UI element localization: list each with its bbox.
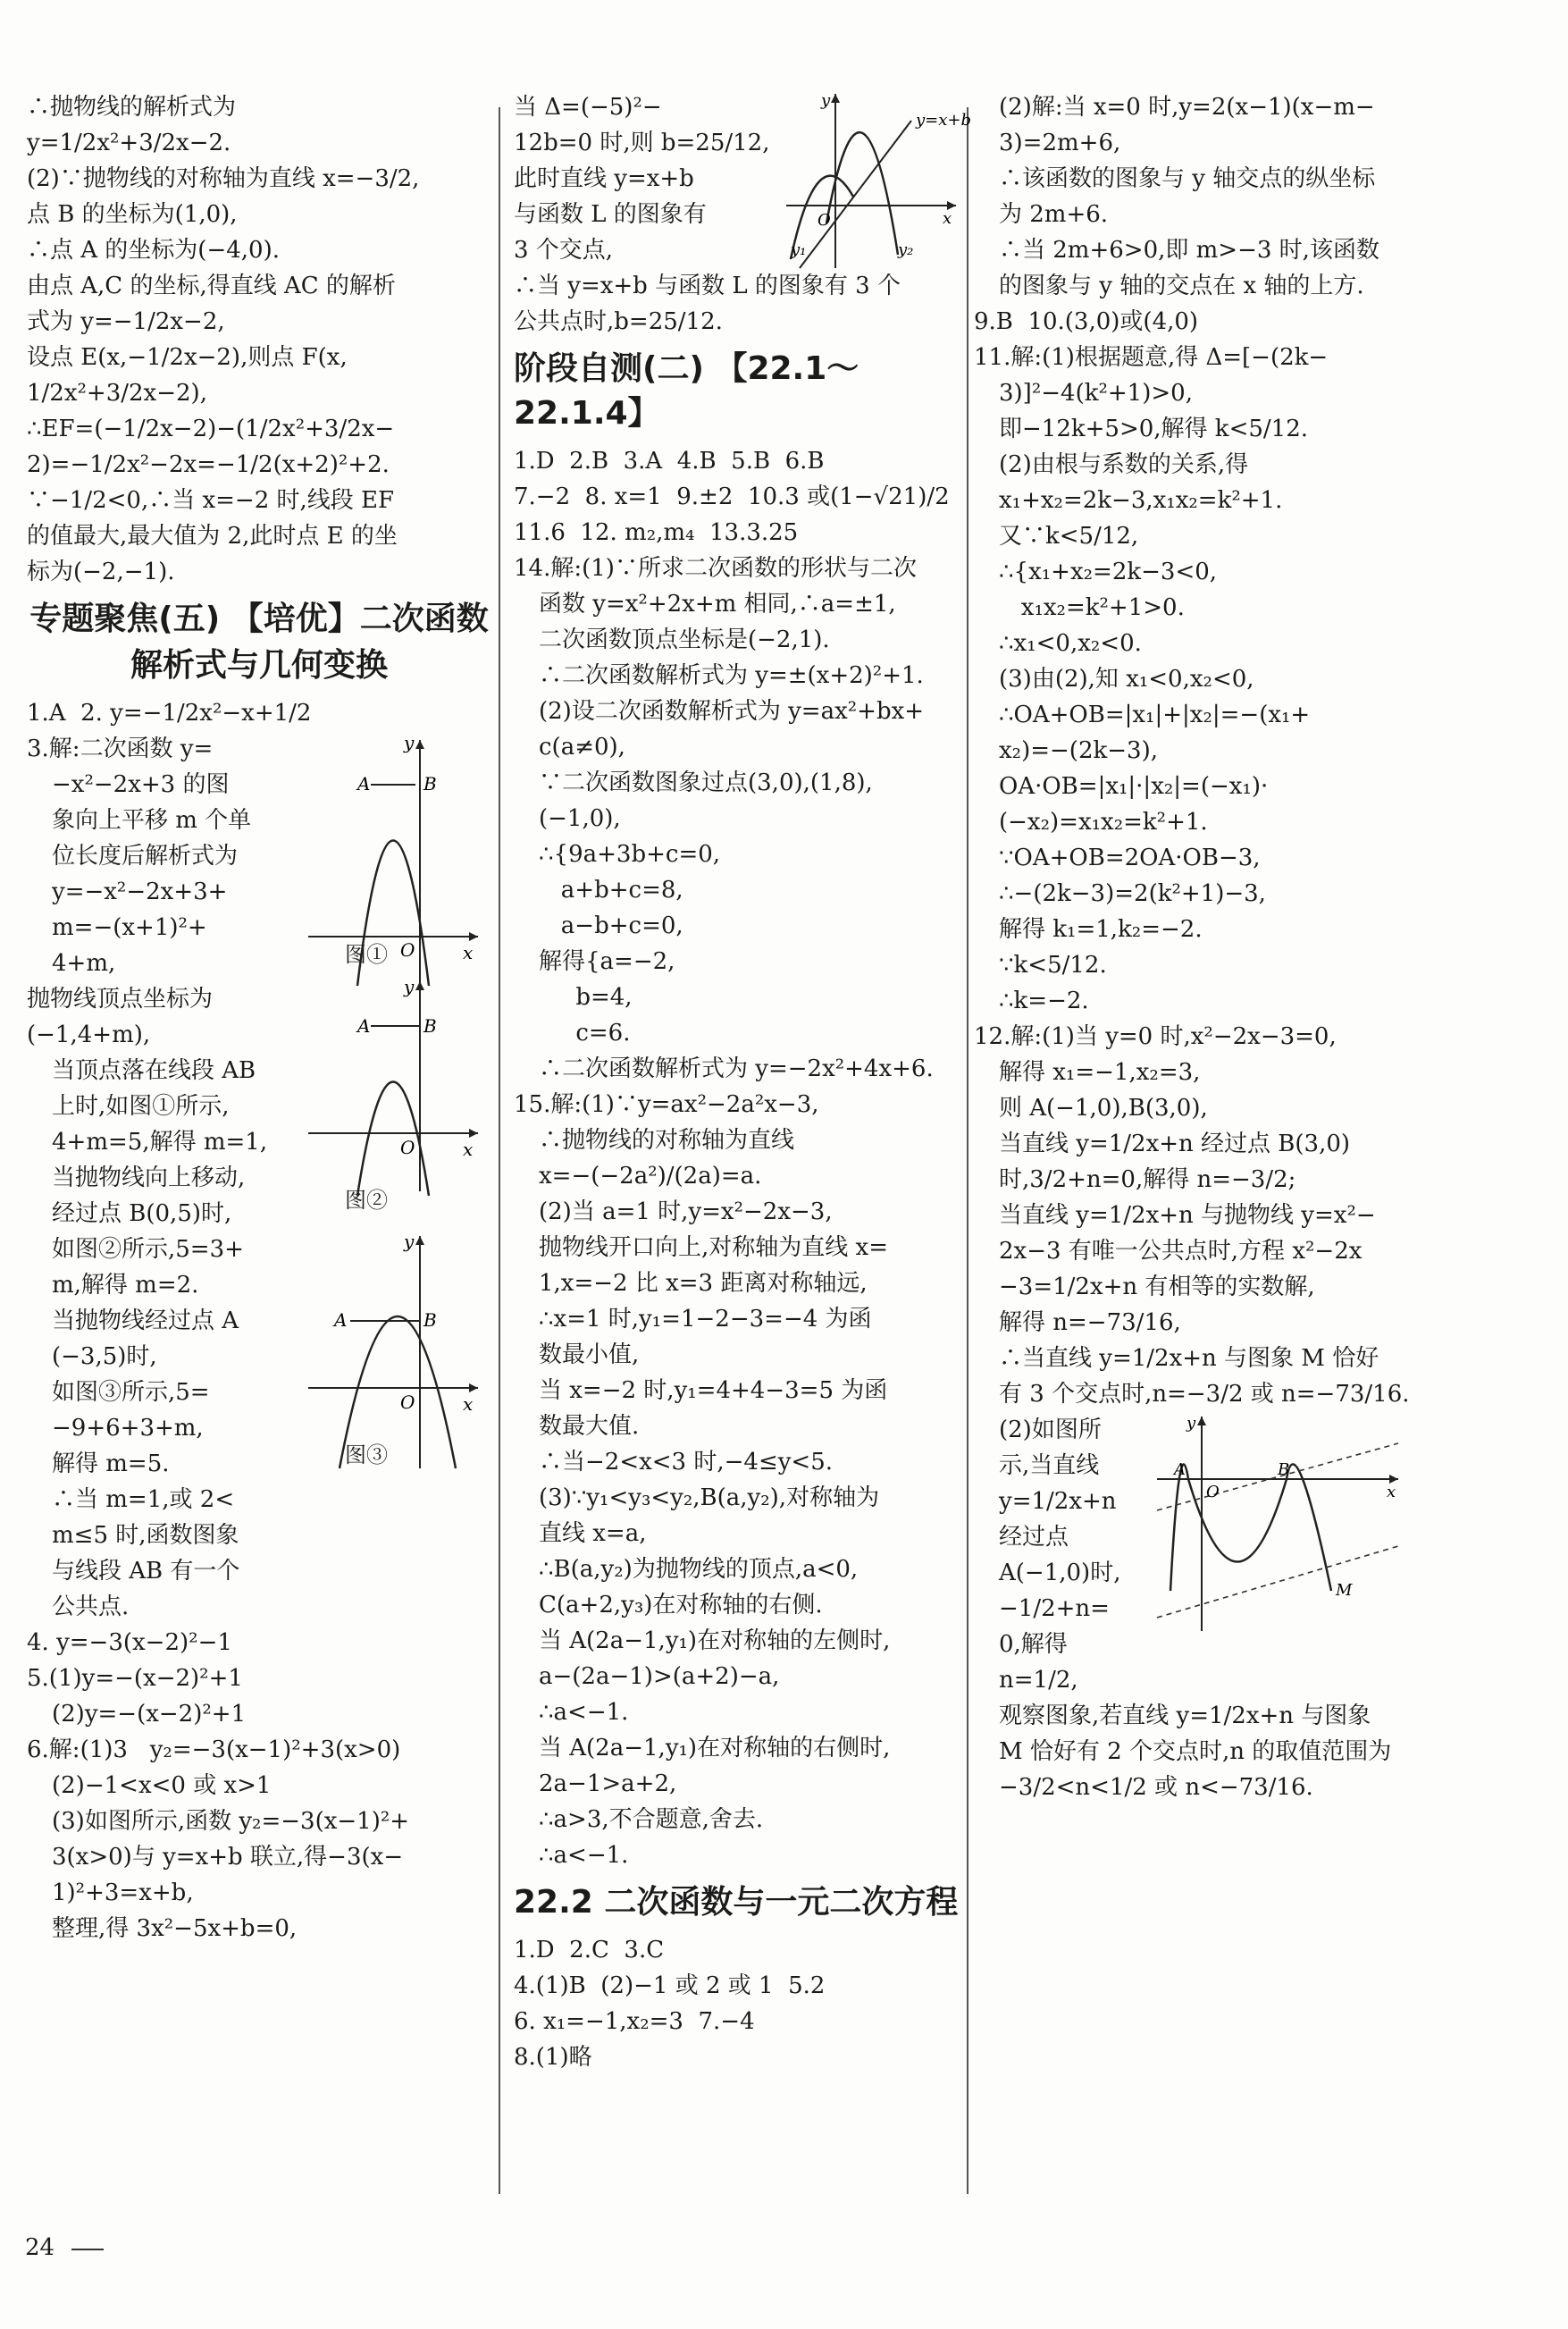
section-heading-22-2: 22.2 二次函数与一元二次方程 [514,1884,959,1921]
text-line: 15.解:(1)∵y=ax²−2a²x−3, [514,1091,819,1118]
svg-text:y: y [404,732,415,753]
text-line: ∴a>3,不合题意,舍去. [539,1806,764,1833]
text-line: 12.解:(1)当 y=0 时,x²−2x−3=0, [974,1023,1337,1050]
text-line: (3)由(2),知 x₁<0,x₂<0, [999,666,1254,693]
text-line: −9+6+3+m, [52,1415,204,1442]
text-line: 1.D 2.B 3.A 4.B 5.B 6.B [514,448,825,475]
text-line: 的值最大,最大值为 2,此时点 E 的坐 [27,523,398,550]
text-line: 当 A(2a−1,y₁)在对称轴的右侧时, [539,1735,891,1761]
text-line: 时,3/2+n=0,解得 n=−3/2; [999,1166,1296,1193]
text-line: 当 x=−2 时,y₁=4+4−3=5 为函 [539,1377,888,1404]
text-line: (2)∵抛物线的对称轴为直线 x=−3/2, [27,165,420,192]
text-line: b=4, [539,984,633,1011]
text-line: ∴k=−2. [999,988,1089,1014]
col3-block-a [974,89,1474,1412]
text-line: 函数 y=x²+2x+m 相同,∴a=±1, [539,591,896,618]
text-line: 当直线 y=1/2x+n 经过点 B(3,0) [999,1131,1351,1157]
text-line: 11.解:(1)根据题意,得 Δ=[−(2k− [974,344,1329,371]
page-number: 24 [25,2234,55,2261]
text-line: 3)=2m+6, [999,130,1121,156]
svg-text:y: y [404,976,415,997]
text-line: 6. x₁=−1,x₂=3 7.−4 [514,2008,755,2035]
footer-dash [71,2249,104,2250]
text-line: 经过点 [999,1524,1069,1551]
text-line: 2a−1>a+2, [539,1770,677,1797]
text-line: −3/2<n<1/2 或 n<−73/16. [999,1774,1313,1801]
graph-label-line: y=x+b [916,111,972,130]
text-line: 解得 n=−73/16, [999,1309,1181,1336]
text-line: 抛物线顶点坐标为(−1,4+m), [27,986,214,1048]
text-line: 经过点 B(0,5)时, [52,1200,232,1227]
text-line: m≤5 时,函数图象 [52,1522,239,1549]
text-line: x₂)=−(2k−3), [999,737,1158,764]
text-line: ∴OA+OB=|x₁|+|x₂|=−(x₁+ [999,702,1311,728]
text-line: 2)=−1/2x²−2x=−1/2(x+2)²+2. [27,451,390,478]
col1-block-a [27,89,491,590]
text-line: 此时直线 y=x+b [514,165,694,192]
text-line: 1.A 2. y=−1/2x²−x+1/2 [27,700,312,727]
text-line: 示,当直线 [999,1452,1100,1479]
text-line: ∵OA+OB=2OA·OB−3, [999,845,1261,871]
text-line: 2x−3 有唯一公共点时,方程 x²−2x [999,1238,1363,1265]
svg-text:x: x [463,1393,474,1415]
text-line: 有 3 个交点时,n=−3/2 或 n=−73/16. [999,1381,1410,1408]
text-line: 数最大值. [539,1413,640,1440]
text-line: (2)由根与系数的关系,得 [999,451,1249,478]
text-line: ∴抛物线的对称轴为直线 [539,1127,795,1154]
text-line: 则 A(−1,0),B(3,0), [999,1095,1208,1122]
svg-text:A: A [357,773,371,795]
svg-text:A: A [357,1015,371,1037]
text-line: 3.解:二次函数 y= [27,736,214,762]
text-line: (3)如图所示,函数 y₂=−3(x−1)²+ [52,1808,410,1835]
text-line: 整理,得 3x²−5x+b=0, [52,1915,298,1942]
graph-label-b: B [1278,1460,1290,1479]
text-line: 即−12k+5>0,解得 k<5/12. [999,416,1308,442]
text-line: 与线段 AB 有一个 [52,1558,240,1585]
text-line: ∴{x₁+x₂=2k−3<0, [999,559,1218,585]
svg-text:B: B [423,773,437,795]
text-line: ∵−1/2<0,∴当 x=−2 时,线段 EF [27,487,395,514]
col2-block-c [514,1932,960,2075]
col1-block-b [27,695,491,731]
text-line: ∴{9a+3b+c=0, [539,841,721,868]
column-2 [514,89,972,2075]
graph-label-y: y [821,91,831,110]
text-line: 如图②所示,5=3+ [52,1236,244,1263]
text-line: 当抛物线经过点 A [52,1307,239,1334]
q12-graph [1153,1412,1403,1635]
q12-figure-text [974,1412,1144,1698]
text-line: ∴抛物线的解析式为 [27,94,237,121]
graph-label-y2: y₂ [898,240,914,259]
column-rule-1 [499,107,500,2194]
text-line: 当顶点落在线段 AB [52,1057,256,1084]
text-line: ∴二次函数解析式为 y=±(x+2)²+1. [539,662,924,689]
text-line: 4+m, [52,950,116,977]
text-line: 上时,如图①所示, [52,1093,230,1120]
text-line: 如图③所示,5= [52,1379,210,1406]
parabola-figure-2 [304,977,482,1200]
text-line: 解得 m=5. [52,1450,170,1477]
text-line: x=−(−2a²)/(2a)=a. [539,1163,762,1190]
text-line: M 恰好有 2 个交点时,n 的取值范围为 [999,1738,1392,1765]
text-line: 为 2m+6. [999,201,1109,228]
text-line: 12b=0 时,则 b=25/12, [514,130,770,156]
text-line: 象向上平移 m 个单 [52,807,252,834]
text-line: (−1,0), [539,805,621,832]
col2-block-b [514,443,960,1873]
text-line: (2)当 a=1 时,y=x²−2x−3, [539,1198,833,1225]
text-line: 公共点. [52,1593,130,1620]
text-line: ∵k<5/12. [999,952,1107,979]
graph-label-y: y [1186,1414,1196,1433]
text-line: m,解得 m=2. [52,1272,199,1299]
section-heading-topic-5-sub: 解析式与几何变换 [130,647,388,684]
figure-caption-1: 图① [345,942,388,967]
text-line: 位长度后解析式为 [52,843,239,870]
q3-text [27,731,286,1625]
text-line: x₁x₂=k²+1>0. [999,594,1185,621]
svg-text:B: B [423,1309,437,1331]
graph-label-a: A [1174,1460,1186,1479]
text-line: a−(2a−1)>(a+2)−a, [539,1663,780,1690]
text-line: m=−(x+1)²+ [52,914,207,941]
svg-text:y: y [404,1231,415,1252]
column-rule-2 [967,107,968,2194]
text-line: ∴当 m=1,或 2< [52,1486,235,1513]
graph-label-m: M [1336,1581,1353,1600]
text-line: 3 个交点, [514,237,614,264]
text-line: c(a≠0), [539,734,625,761]
text-line: 点 B 的坐标为(1,0), [27,201,238,228]
svg-text:x: x [463,1139,474,1160]
svg-text:O: O [400,939,415,961]
svg-text:O: O [400,1392,415,1413]
text-line: 由点 A,C 的坐标,得直线 AC 的解析 [27,273,396,299]
text-line: ∵二次函数图象过点(3,0),(1,8), [539,769,873,796]
text-line: A(−1,0)时, [999,1560,1121,1586]
text-line: 式为 y=−1/2x−2, [27,308,225,335]
line-parabola-graph [782,89,972,277]
text-line: 6.解:(1)3 y₂=−3(x−1)²+3(x>0) [27,1736,401,1763]
text-line: ∴当 y=x+b 与函数 L 的图象有 3 个 [514,273,901,299]
graph-label-y1: y₁ [791,240,807,259]
text-line: 当 Δ=(−5)²− [514,94,662,121]
graph-label-x: x [1387,1483,1396,1501]
text-line: 1/2x²+3/2x−2), [27,380,207,407]
text-line: 11.6 12. m₂,m₄ 13.3.25 [514,519,799,546]
svg-text:O: O [400,1137,415,1158]
text-line: −3=1/2x+n 有相等的实数解, [999,1274,1315,1300]
text-line: 0,解得 n=1/2, [999,1631,1078,1694]
text-line: 解得 x₁=−1,x₂=3, [999,1059,1201,1086]
svg-text:x: x [463,942,474,963]
text-line: 当 A(2a−1,y₁)在对称轴的左侧时, [539,1627,891,1654]
q3-figures [304,731,482,1468]
text-line: 标为(−2,−1). [27,559,175,585]
column-3 [974,89,1474,1805]
text-line: 3)]²−4(k²+1)>0, [999,380,1193,407]
text-line: 观察图象,若直线 y=1/2x+n 与图象 [999,1703,1371,1729]
text-line: 4. y=−3(x−2)²−1 [27,1629,232,1656]
text-line: c=6. [539,1020,631,1047]
text-line: ∴a<−1. [539,1699,629,1726]
q3-figure-row [27,731,491,1625]
column-1 [27,89,491,1946]
text-line: 与函数 L 的图象有 [514,201,707,228]
figure-caption-2: 图② [345,1188,388,1213]
text-line: 当直线 y=1/2x+n 与抛物线 y=x²− [999,1202,1376,1229]
text-line: ∴x=1 时,y₁=1−2−3=−4 为函 [539,1306,872,1333]
text-line: (−3,5)时, [52,1343,157,1370]
text-line: ∴EF=(−1/2x−2)−(1/2x²+3/2x− [27,416,395,442]
text-line: 4+m=5,解得 m=1, [52,1129,268,1156]
text-line: y=1/2x+n [999,1488,1117,1515]
graph-label-origin: O [1206,1483,1220,1501]
text-line: −x²−2x+3 的图 [52,771,230,798]
col2-graph-row [514,89,972,340]
col3-block-b [974,1698,1474,1805]
text-line: 4.(1)B (2)−1 或 2 或 1 5.2 [514,1972,826,1999]
text-line: ∴该函数的图象与 y 轴交点的纵坐标 [999,165,1376,192]
text-line: 数最小值, [539,1341,640,1368]
text-line: 设点 E(x,−1/2x−2),则点 F(x, [27,344,348,371]
text-line: (3)∵y₁<y₃<y₂,B(a,y₂),对称轴为 [539,1484,880,1511]
svg-text:A: A [334,1309,348,1331]
text-line: ∴当直线 y=1/2x+n 与图象 M 恰好 [999,1345,1379,1372]
text-line: 又∵k<5/12, [999,523,1139,550]
col1-block-c [27,1625,491,1946]
text-line: 的图象与 y 轴的交点在 x 轴的上方. [999,273,1364,299]
text-line: 1,x=−2 比 x=3 距离对称轴远, [539,1270,868,1297]
text-line: 1)²+3=x+b, [52,1879,194,1906]
svg-text:B: B [423,1015,437,1037]
text-line: 1.D 2.C 3.C [514,1937,665,1963]
text-line: 14.解:(1)∵所求二次函数的形状与二次 [514,555,917,582]
text-line: y=1/2x²+3/2x−2. [27,130,231,156]
text-line: ∴a<−1. [539,1842,629,1869]
text-line: (2)设二次函数解析式为 y=ax²+bx+ [539,698,925,725]
text-line: x₁+x₂=2k−3,x₁x₂=k²+1. [999,487,1283,514]
text-line: 8.(1)略 [514,2044,592,2071]
text-line: 9.B 10.(3,0)或(4,0) [974,308,1199,335]
graph-label-x: x [943,209,952,228]
q12-figure-row [974,1412,1474,1698]
text-line: (2)解:当 x=0 时,y=2(x−1)(x−m− [999,94,1375,121]
section-heading-stage-test-2: 阶段自测(二) 【22.1～22.1.4】 [514,350,859,432]
text-line: ∴当 2m+6>0,即 m>−3 时,该函数 [999,237,1379,264]
text-line: 公共点时,b=25/12. [514,308,723,335]
text-line: 二次函数顶点坐标是(−2,1). [539,626,830,653]
text-line: 当抛物线向上移动, [52,1164,246,1191]
text-line: 解得{a=−2, [539,948,675,975]
text-line: (2)y=−(x−2)²+1 [52,1701,247,1728]
graph-label-origin: O [818,211,831,230]
text-line: 解得 k₁=1,k₂=−2. [999,916,1203,943]
text-line: a+b+c=8, [539,877,683,904]
text-line: −1/2+n= [999,1595,1110,1622]
text-line: (2)如图所 [999,1417,1102,1443]
text-line: y=−x²−2x+3+ [52,879,228,905]
text-line: 7.−2 8. x=1 9.±2 10.3 或(1−√21)/2 [514,483,950,510]
text-line: ∴B(a,y₂)为抛物线的顶点,a<0, [539,1556,859,1583]
text-line: 5.(1)y=−(x−2)²+1 [27,1665,243,1692]
text-line: a−b+c=0, [539,912,683,939]
text-line: ∴点 A 的坐标为(−4,0). [27,237,280,264]
text-line: OA·OB=|x₁|·|x₂|=(−x₁)· [999,773,1269,800]
text-line: ∴−(2k−3)=2(k²+1)−3, [999,880,1266,907]
text-line: (2)−1<x<0 或 x>1 [52,1772,272,1799]
text-line: ∴当−2<x<3 时,−4≤y<5. [539,1449,834,1476]
text-line: (−x₂)=x₁x₂=k²+1. [999,809,1208,836]
section-heading-topic-5: 专题聚焦(五) 【培优】二次函数 [29,601,489,637]
text-line: 3(x>0)与 y=x+b 联立,得−3(x− [52,1844,404,1871]
text-line: C(a+2,y₃)在对称轴的右侧. [539,1592,823,1619]
text-line: 直线 x=a, [539,1520,647,1547]
text-line: 抛物线开口向上,对称轴为直线 x= [539,1234,888,1261]
figure-caption-3: 图③ [345,1442,388,1467]
text-line: ∴二次函数解析式为 y=−2x²+4x+6. [539,1055,934,1082]
text-line: ∴x₁<0,x₂<0. [999,630,1142,657]
